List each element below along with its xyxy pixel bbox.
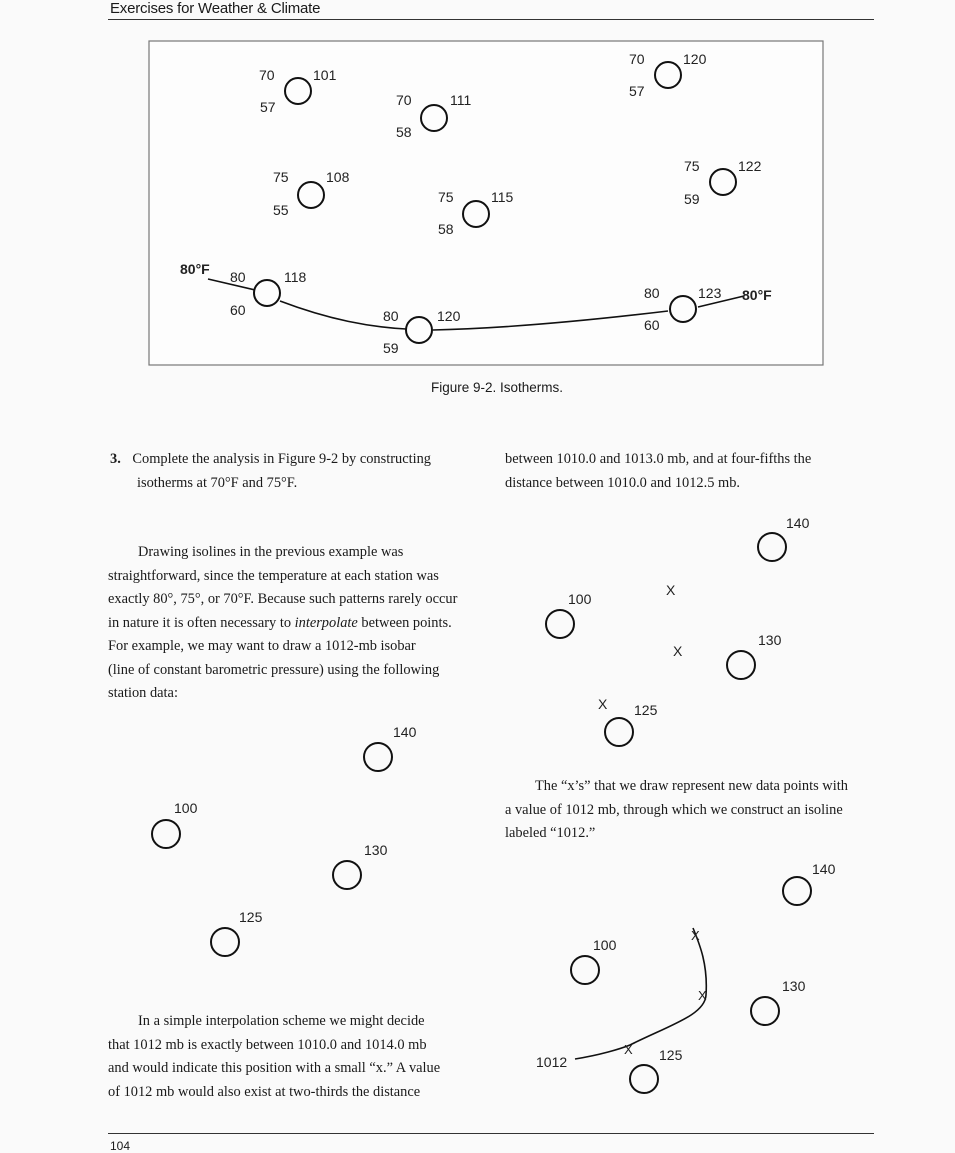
station-circle <box>152 820 180 848</box>
paragraph-new-points <box>505 775 848 846</box>
station-pressure: 118 <box>284 269 307 285</box>
station-value: 125 <box>239 909 263 925</box>
text-line: between 1010.0 and 1013.0 mb, and at four-fifths the <box>505 451 812 467</box>
isotherm-figure <box>0 0 955 400</box>
station-pressure: 101 <box>313 67 337 83</box>
interpolation-diagram <box>530 510 820 750</box>
isobar-diagram <box>520 855 836 1100</box>
station-temp: 80 <box>383 308 399 324</box>
emphasis-interpolate: interpolate <box>294 614 358 631</box>
station-pressure: 120 <box>683 51 707 67</box>
station-pressure: 122 <box>738 158 762 174</box>
station-value: 100 <box>174 800 198 816</box>
figure-caption: Figure 9-2. Isotherms. <box>431 380 564 395</box>
station-temp: 70 <box>629 51 645 67</box>
footer-rule <box>108 1133 874 1134</box>
figure-frame <box>149 41 823 365</box>
station-dewpoint: 55 <box>273 202 289 218</box>
text-line: a value of 1012 mb, through which we construct an isoline <box>505 801 843 818</box>
isobar-label: 1012 <box>536 1054 568 1070</box>
station-circle <box>546 610 574 638</box>
station-circle <box>783 877 811 905</box>
station-circle <box>630 1065 658 1093</box>
station-dewpoint: 58 <box>438 221 454 237</box>
station-dewpoint: 57 <box>260 99 276 115</box>
paragraph-interpolation-scheme <box>108 1010 440 1104</box>
station-value: 140 <box>786 515 810 531</box>
station-pressure: 123 <box>698 285 722 301</box>
station-circle <box>751 997 779 1025</box>
text-line: station data: <box>108 685 178 701</box>
isotherm-label-left: 80°F <box>180 261 210 277</box>
station-pressure: 111 <box>450 92 472 108</box>
text-line: (line of constant barometric pressure) using the following <box>108 661 440 678</box>
station-temp: 80 <box>644 285 660 301</box>
question-3 <box>110 448 431 495</box>
question-number: 3. <box>110 451 121 467</box>
station-dewpoint: 58 <box>396 124 412 140</box>
station-value: 130 <box>758 632 782 648</box>
station-value: 130 <box>782 978 806 994</box>
station-dewpoint: 59 <box>684 191 700 207</box>
station-temp: 75 <box>438 189 454 205</box>
station-value: 140 <box>393 724 417 740</box>
station-pressure: 108 <box>326 169 350 185</box>
station-temp: 70 <box>259 67 275 83</box>
text-line: of 1012 mb would also exist at two-thirds the distance <box>108 1083 421 1100</box>
paragraph-continued <box>505 448 811 495</box>
text-line: straightforward, since the temperature at each station was <box>108 567 439 584</box>
interpolated-point-x: X <box>598 696 608 712</box>
interpolated-point-x: X <box>673 643 683 659</box>
question-line: isotherms at 70°F and 75°F. <box>137 474 298 491</box>
station-pressure: 120 <box>437 308 461 324</box>
station-temp: 80 <box>230 269 246 285</box>
station-circle <box>605 718 633 746</box>
station-dewpoint: 59 <box>383 340 399 356</box>
text-line: In a simple interpolation scheme we might decide <box>138 1013 425 1029</box>
text-line: between points. <box>357 614 452 631</box>
interpolated-point-x: X <box>698 988 707 1003</box>
station-circle <box>758 533 786 561</box>
text-line: and would indicate this position with a small “x.” A value <box>108 1060 441 1076</box>
text-line: labeled “1012.” <box>505 825 596 841</box>
running-header: Exercises for Weather & Climate <box>110 0 321 17</box>
station-data-diagram <box>140 720 417 970</box>
text-line: distance between 1010.0 and 1012.5 mb. <box>505 474 740 491</box>
text-line: that 1012 mb is exactly between 1010.0 and 1014.0 mb <box>108 1036 427 1053</box>
station-temp: 70 <box>396 92 412 108</box>
text-line: Drawing isolines in the previous example was <box>138 544 404 560</box>
station-value: 130 <box>364 842 388 858</box>
text-line: The “x’s” that we draw represent new data points with <box>535 778 848 794</box>
station-pressure: 115 <box>491 189 514 205</box>
interpolated-point-x: X <box>666 582 676 598</box>
text-line: in nature it is often necessary to <box>108 614 295 631</box>
page-number: 104 <box>110 1139 131 1153</box>
station-circle <box>211 928 239 956</box>
station-circle <box>333 861 361 889</box>
isotherm-label-right: 80°F <box>742 287 772 303</box>
station-circle <box>727 651 755 679</box>
station-dewpoint: 57 <box>629 83 645 99</box>
station-temp: 75 <box>684 158 700 174</box>
station-dewpoint: 60 <box>230 302 246 318</box>
station-circle <box>364 743 392 771</box>
station-circle <box>571 956 599 984</box>
text-line: For example, we may want to draw a 1012-mb isobar <box>108 638 416 654</box>
station-value: 125 <box>634 702 658 718</box>
station-temp: 75 <box>273 169 289 185</box>
interpolated-point-x: X <box>624 1042 633 1057</box>
station-dewpoint: 60 <box>644 317 660 333</box>
station-value: 100 <box>568 591 592 607</box>
question-line: Complete the analysis in Figure 9-2 by constructing <box>132 451 431 467</box>
station-value: 100 <box>593 937 617 953</box>
interpolated-point-x: X <box>691 928 700 943</box>
text-line: exactly 80°, 75°, or 70°F. Because such patterns rarely occur <box>108 591 458 607</box>
paragraph-interpolation <box>108 541 457 706</box>
station-value: 140 <box>812 861 836 877</box>
station-value: 125 <box>659 1047 683 1063</box>
